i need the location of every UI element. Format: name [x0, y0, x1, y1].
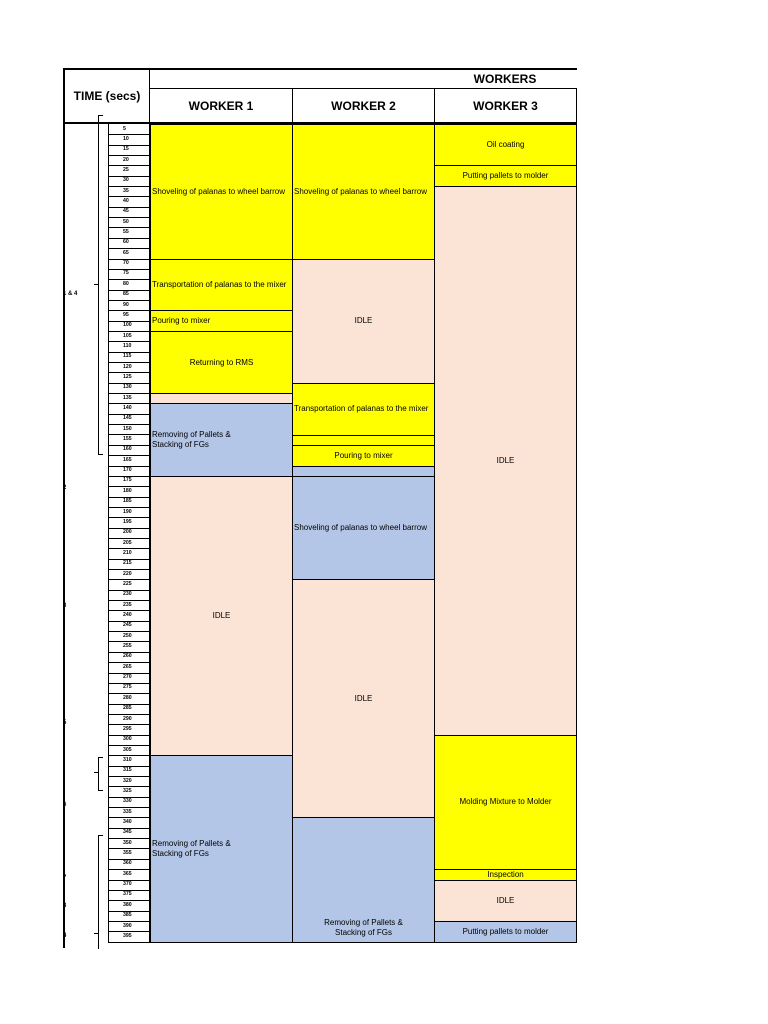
time-cell: 115 — [108, 352, 150, 363]
worker-3-task — [434, 124, 577, 166]
time-cell: 335 — [108, 807, 150, 818]
worker-1-task — [150, 403, 293, 476]
task-label: Removing of Pallets & Stacking of FGs — [152, 838, 231, 858]
time-cell: 265 — [108, 662, 150, 673]
time-cell: 195 — [108, 517, 150, 528]
worker-1-task — [150, 331, 293, 394]
time-cell: 20 — [108, 155, 150, 166]
task-label: Transportation of palanas to the mixer — [152, 279, 287, 289]
time-cell: 225 — [108, 579, 150, 590]
time-cell: 135 — [108, 393, 150, 404]
side-note-2: 2 — [63, 485, 67, 491]
time-cell: 300 — [108, 735, 150, 746]
task-label: Shoveling of palanas to wheel barrow — [152, 186, 285, 196]
task-label: Putting pallets to molder — [462, 926, 549, 936]
brace-1-tick — [94, 284, 98, 285]
task-label: Removing of Pallets & Stacking of FGs — [324, 917, 403, 937]
task-label: Removing of Pallets & Stacking of FGs — [152, 430, 231, 450]
time-cell: 230 — [108, 590, 150, 601]
time-cell: 35 — [108, 186, 150, 197]
time-cell: 280 — [108, 693, 150, 704]
brace-1 — [98, 115, 103, 455]
time-cell: 215 — [108, 559, 150, 570]
time-header: TIME (secs) — [73, 89, 141, 103]
task-label: IDLE — [496, 895, 515, 905]
worker-1-task — [150, 259, 293, 312]
time-cell: 70 — [108, 259, 150, 270]
worker-3-task — [434, 165, 577, 187]
time-cell: 110 — [108, 341, 150, 352]
time-cell: 125 — [108, 372, 150, 383]
time-cell: 355 — [108, 849, 150, 860]
task-label: Transportation of palanas to the mixer — [294, 404, 429, 414]
time-cell: 370 — [108, 880, 150, 891]
time-cell: 80 — [108, 279, 150, 290]
workers-header: WORKERS — [473, 72, 537, 86]
time-cell: 85 — [108, 290, 150, 301]
time-cell: 340 — [108, 817, 150, 828]
time-cell: 390 — [108, 921, 150, 932]
brace-3-tick — [94, 933, 98, 934]
time-cell: 95 — [108, 310, 150, 321]
task-label: Pouring to mixer — [334, 450, 393, 460]
time-cell: 330 — [108, 797, 150, 808]
time-cell: 380 — [108, 900, 150, 911]
side-note-3: 3 — [63, 603, 67, 609]
time-cell: 270 — [108, 673, 150, 684]
right-border — [576, 88, 577, 124]
worker-2-header: WORKER 2 — [331, 98, 396, 113]
time-cell: 190 — [108, 507, 150, 518]
worker-1-task — [150, 755, 293, 942]
task-label: Shoveling of palanas to wheel barrow — [294, 186, 427, 196]
time-cell: 325 — [108, 786, 150, 797]
time-cell: 360 — [108, 859, 150, 870]
time-cell: 210 — [108, 548, 150, 559]
time-cell: 30 — [108, 176, 150, 187]
time-cell: 160 — [108, 445, 150, 456]
time-cell: 75 — [108, 269, 150, 280]
worker-2-task — [292, 476, 435, 581]
time-cell: 285 — [108, 704, 150, 715]
worker-2-task — [292, 445, 435, 467]
time-cell: 275 — [108, 683, 150, 694]
time-cell: 175 — [108, 476, 150, 487]
time-cell: 395 — [108, 931, 150, 942]
time-cell: 200 — [108, 528, 150, 539]
time-cell: 180 — [108, 486, 150, 497]
side-note-5: 5 — [63, 720, 67, 726]
time-cell: 320 — [108, 776, 150, 787]
time-cell: 170 — [108, 466, 150, 477]
task-label: Inspection — [487, 869, 524, 879]
time-cell: 250 — [108, 631, 150, 642]
task-label: Returning to RMS — [189, 357, 254, 367]
time-cell: 55 — [108, 228, 150, 239]
side-note-7: 7 — [63, 875, 67, 881]
side-note-1-4: 1 & 4 — [63, 291, 78, 297]
time-cell: 220 — [108, 569, 150, 580]
time-cell: 140 — [108, 403, 150, 414]
time-cell: 130 — [108, 383, 150, 394]
time-cell: 350 — [108, 838, 150, 849]
worker-3-task — [434, 921, 577, 943]
time-cell: 150 — [108, 424, 150, 435]
worker-3-task — [434, 880, 577, 922]
worker-3-task — [434, 735, 577, 871]
time-cell: 60 — [108, 238, 150, 249]
side-note-8: 8 — [63, 903, 67, 909]
task-label: IDLE — [354, 316, 373, 326]
worker-3-header: WORKER 3 — [473, 98, 538, 113]
time-cell: 15 — [108, 145, 150, 156]
worker-2-task — [292, 817, 435, 942]
side-note-4: 4 — [63, 933, 67, 939]
time-cell: 305 — [108, 745, 150, 756]
task-label: Molding Mixture to Molder — [459, 797, 552, 807]
time-cell: 40 — [108, 196, 150, 207]
task-label: Putting pallets to molder — [462, 171, 549, 181]
time-cell: 145 — [108, 414, 150, 425]
side-note-6: 6 — [63, 802, 67, 808]
time-cell: 290 — [108, 714, 150, 725]
time-cell: 100 — [108, 321, 150, 332]
worker-2-task — [292, 383, 435, 436]
task-label: Pouring to mixer — [152, 316, 211, 326]
brace-2 — [98, 757, 103, 791]
time-cell: 105 — [108, 331, 150, 342]
time-cell: 155 — [108, 435, 150, 446]
time-cell: 295 — [108, 724, 150, 735]
task-label: IDLE — [354, 693, 373, 703]
worker-3-task — [434, 186, 577, 736]
worker-1-task — [150, 124, 293, 260]
time-cell: 255 — [108, 642, 150, 653]
time-cell: 90 — [108, 300, 150, 311]
time-cell: 25 — [108, 165, 150, 176]
time-cell: 385 — [108, 911, 150, 922]
time-cell: 240 — [108, 610, 150, 621]
time-cell: 260 — [108, 652, 150, 663]
time-cell: 315 — [108, 766, 150, 777]
time-cell: 5 — [108, 124, 150, 135]
worker-1-task — [150, 476, 293, 756]
time-cell: 10 — [108, 134, 150, 145]
task-label: IDLE — [212, 611, 231, 621]
worker-1-task — [150, 310, 293, 332]
time-cell: 375 — [108, 890, 150, 901]
time-cell: 345 — [108, 828, 150, 839]
time-cell: 235 — [108, 600, 150, 611]
worker-2-task — [292, 124, 435, 260]
time-cell: 205 — [108, 538, 150, 549]
time-cell: 245 — [108, 621, 150, 632]
worker-1-header: WORKER 1 — [188, 98, 254, 113]
brace-3 — [98, 835, 103, 949]
left-border — [63, 68, 65, 948]
time-cell: 165 — [108, 455, 150, 466]
time-cell: 65 — [108, 248, 150, 259]
task-label: Shoveling of palanas to wheel barrow — [294, 523, 427, 533]
task-label: Oil coating — [486, 140, 525, 150]
time-cell: 120 — [108, 362, 150, 373]
time-cell: 50 — [108, 217, 150, 228]
time-cell: 365 — [108, 869, 150, 880]
task-label: IDLE — [496, 455, 515, 465]
worker-2-task — [292, 579, 435, 818]
time-cell: 310 — [108, 755, 150, 766]
time-cell: 185 — [108, 497, 150, 508]
brace-2-tick — [94, 772, 98, 773]
worker-2-task — [292, 259, 435, 384]
time-cell: 45 — [108, 207, 150, 218]
